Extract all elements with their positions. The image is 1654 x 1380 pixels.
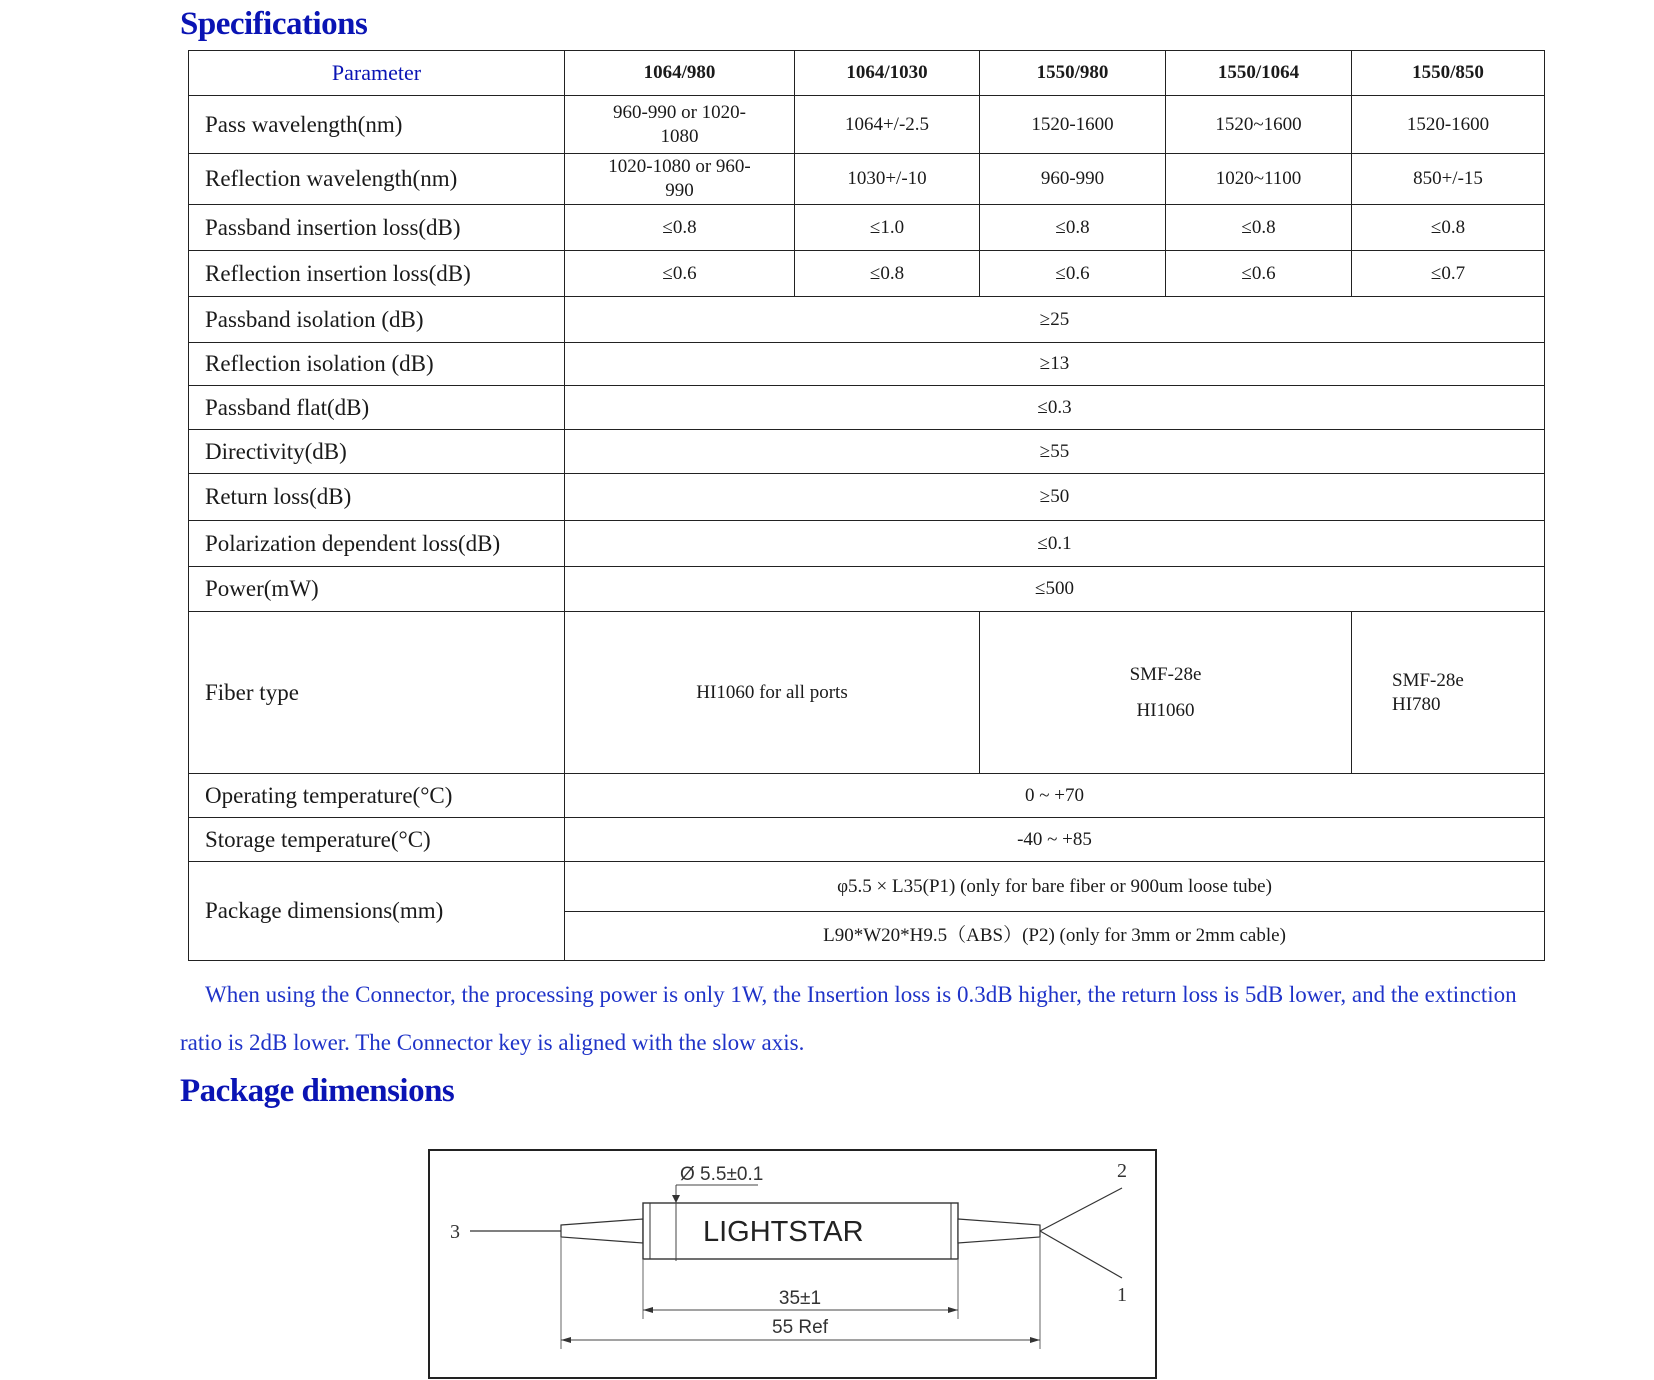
- value-cell: ≥25: [565, 297, 1545, 343]
- value-cell: 1520~1600: [1166, 96, 1352, 154]
- header-model: 1064/980: [565, 51, 795, 96]
- port-2-label: 2: [1117, 1160, 1127, 1182]
- header-model: 1550/1064: [1166, 51, 1352, 96]
- param-label: Fiber type: [189, 612, 565, 774]
- value-cell: ≤0.8: [565, 205, 795, 251]
- value-cell: 0 ~ +70: [565, 774, 1545, 818]
- table-row: [189, 297, 1545, 343]
- value-cell: 960-990 or 1020-1080: [565, 96, 795, 154]
- package-drawing: [428, 1149, 1157, 1379]
- package-p2-cell: L90*W20*H9.5（ABS）(P2) (only for 3mm or 2mm cable): [565, 912, 1545, 961]
- header-model: 1550/850: [1352, 51, 1545, 96]
- value-cell: 1030+/-10: [795, 154, 980, 205]
- package-dimensions-heading: Package dimensions: [180, 1073, 455, 1109]
- param-label: Directivity(dB): [189, 430, 565, 474]
- value-cell: ≤0.8: [1352, 205, 1545, 251]
- param-label: Pass wavelength(nm): [189, 96, 565, 154]
- table-row: [189, 386, 1545, 430]
- value-cell: ≥13: [565, 343, 1545, 386]
- value-cell: ≤0.6: [1166, 251, 1352, 297]
- value-cell: ≤500: [565, 567, 1545, 612]
- table-row: [189, 774, 1545, 818]
- value-cell: 850+/-15: [1352, 154, 1545, 205]
- table-row: [189, 474, 1545, 521]
- fiber-mid-cell: [980, 612, 1352, 774]
- param-label: Passband flat(dB): [189, 386, 565, 430]
- value-cell: -40 ~ +85: [565, 818, 1545, 862]
- value-cell: 1520-1600: [980, 96, 1166, 154]
- value-cell: ≤0.8: [980, 205, 1166, 251]
- param-label: Package dimensions(mm): [189, 862, 565, 961]
- table-row: [189, 818, 1545, 862]
- value-cell: ≤1.0: [795, 205, 980, 251]
- value-cell: 1020~1100: [1166, 154, 1352, 205]
- table-header-row: [189, 51, 1545, 96]
- value-cell: ≤0.8: [1166, 205, 1352, 251]
- table-row: [189, 96, 1545, 154]
- param-label: Storage temperature(°C): [189, 818, 565, 862]
- param-label: Reflection insertion loss(dB): [189, 251, 565, 297]
- table-row: [189, 154, 1545, 205]
- fiber-right-line2: HI780: [1392, 693, 1441, 715]
- param-label: Power(mW): [189, 567, 565, 612]
- param-label: Operating temperature(°C): [189, 774, 565, 818]
- table-row: [189, 251, 1545, 297]
- value-cell: ≤0.6: [565, 251, 795, 297]
- fiber-right-cell: [1352, 612, 1545, 774]
- value-cell: ≤0.6: [980, 251, 1166, 297]
- fiber-right-line1: SMF-28e: [1392, 669, 1464, 691]
- header-model: 1550/980: [980, 51, 1166, 96]
- table-row: [189, 567, 1545, 612]
- param-label: Passband insertion loss(dB): [189, 205, 565, 251]
- param-label: Return loss(dB): [189, 474, 565, 521]
- brand-label: LIGHTSTAR: [703, 1216, 864, 1248]
- specifications-table: [188, 50, 1545, 961]
- fiber-mid-line1: SMF-28e: [1129, 663, 1202, 685]
- param-label: Reflection wavelength(nm): [189, 154, 565, 205]
- value-cell: 960-990: [980, 154, 1166, 205]
- table-row: [189, 343, 1545, 386]
- table-row: [189, 430, 1545, 474]
- value-cell: 1064+/-2.5: [795, 96, 980, 154]
- header-model: 1064/1030: [795, 51, 980, 96]
- fiber-mid-line2: HI1060: [1136, 699, 1195, 721]
- port-3-label: 3: [450, 1221, 460, 1243]
- param-label: Polarization dependent loss(dB): [189, 521, 565, 567]
- dimension-body-label: 35±1: [778, 1288, 822, 1309]
- value-cell: ≥55: [565, 430, 1545, 474]
- dimension-total-label: 55 Ref: [772, 1317, 828, 1338]
- port-1-label: 1: [1117, 1284, 1127, 1306]
- value-cell: ≤0.3: [565, 386, 1545, 430]
- package-row: [189, 862, 1545, 912]
- fiber-type-row: [189, 612, 1545, 774]
- package-p1-cell: φ5.5 × L35(P1) (only for bare fiber or 900um loose tube): [565, 862, 1545, 912]
- connector-note: When using the Connector, the processing power is only 1W, the Insertion loss is 0.3dB higher, the return loss is 5dB lower, and the extinction ratio is 2dB lower. The Connector key is aligned with the slow axis.: [180, 982, 1517, 1055]
- value-cell: 1020-1080 or 960-990: [565, 154, 795, 205]
- table-row: [189, 205, 1545, 251]
- specifications-heading: Specifications: [180, 6, 368, 42]
- value-cell: ≤0.1: [565, 521, 1545, 567]
- value-cell: 1520-1600: [1352, 96, 1545, 154]
- param-label: Passband isolation (dB): [189, 297, 565, 343]
- drawing-frame: [429, 1150, 1156, 1378]
- value-cell: ≥50: [565, 474, 1545, 521]
- header-parameter: Parameter: [189, 51, 565, 96]
- table-row: [189, 521, 1545, 567]
- value-cell: ≤0.7: [1352, 251, 1545, 297]
- fiber-hi1060-cell: HI1060 for all ports: [565, 612, 980, 774]
- diameter-label: Ø 5.5±0.1: [680, 1164, 764, 1185]
- value-cell: ≤0.8: [795, 251, 980, 297]
- param-label: Reflection isolation (dB): [189, 343, 565, 386]
